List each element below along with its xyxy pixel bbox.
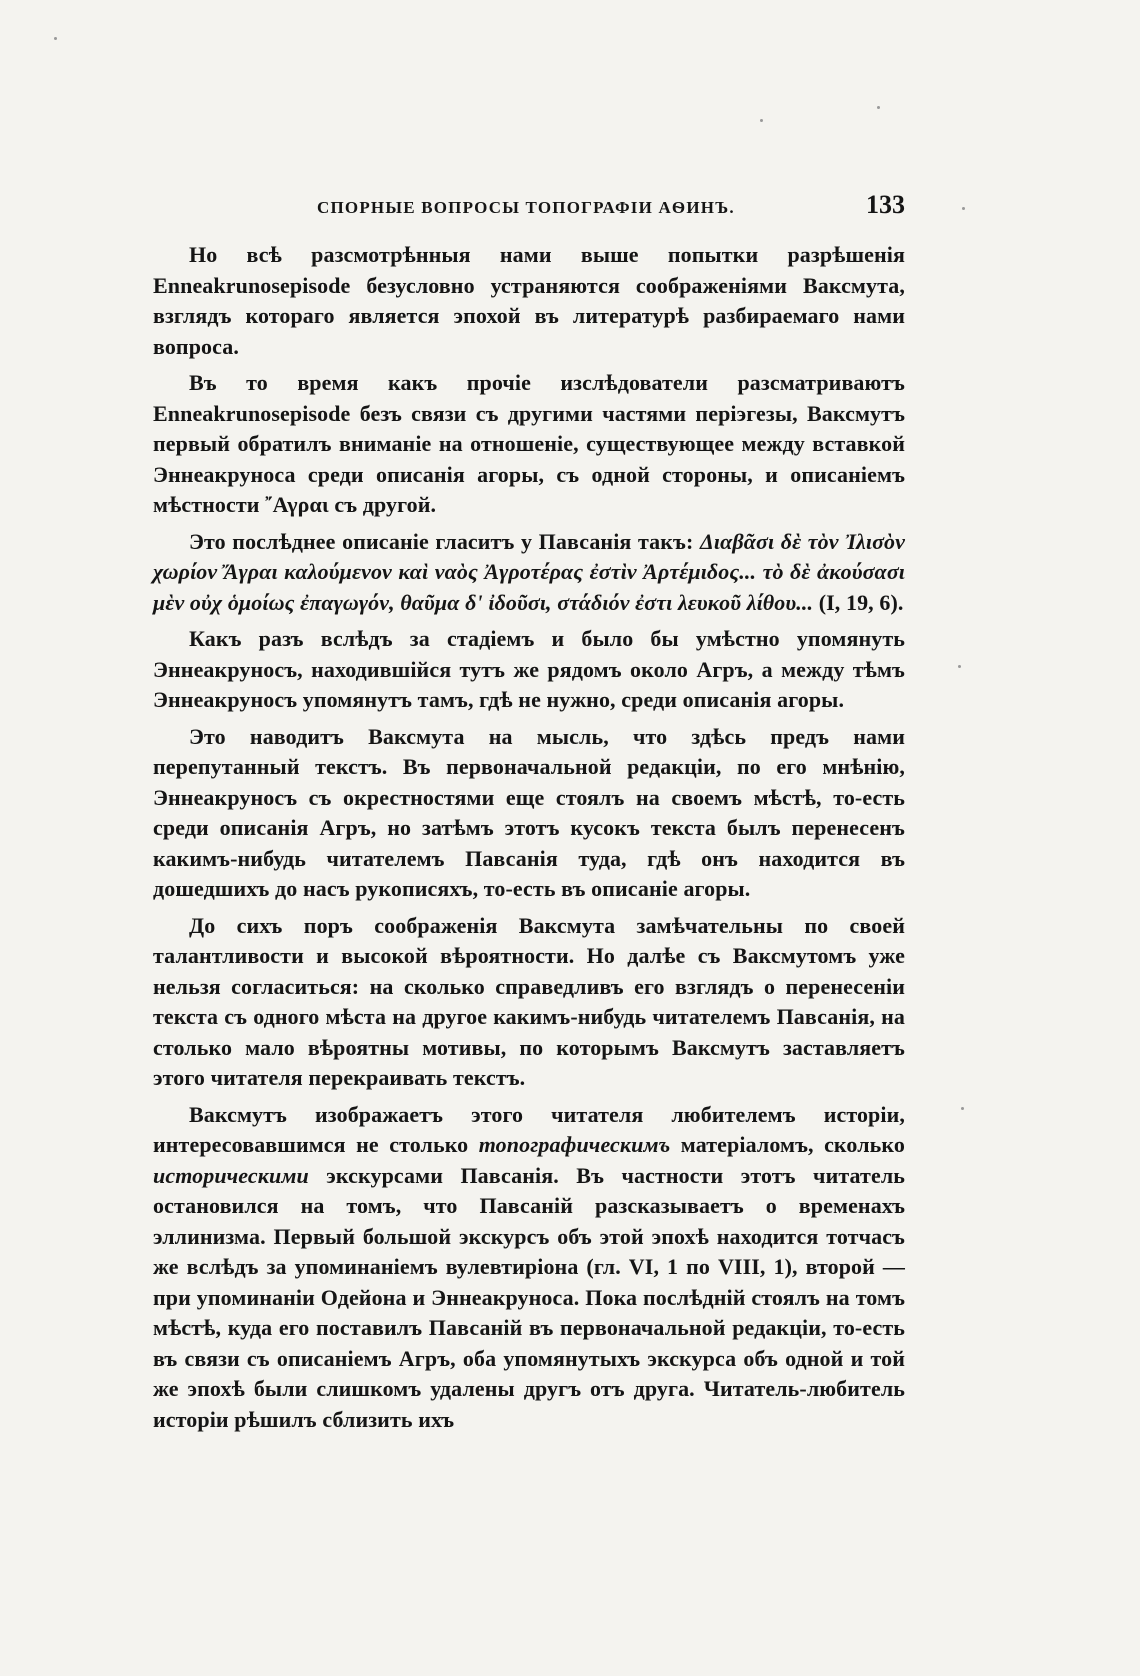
running-title: СПОРНЫЕ ВОПРОСЫ ТОПОГРАФІИ АѲИНЪ.	[317, 198, 735, 217]
paragraph	[153, 1100, 905, 1436]
body-text	[153, 240, 905, 1435]
paragraph	[153, 240, 905, 362]
text-run: экскурсами Павсанія. Въ частности этотъ читатель остановился на томъ, что Павсаній разсказываетъ о временахъ эллинизма. Первый большой экскурсъ объ этой эпохѣ находится тотчасъ же вслѣдъ за упоминаніемъ вулевтиріона (гл. VI, 1 по VIII, 1), второй — при упоминаніи Одейона и Эннеакруноса. Пока послѣдній стоялъ на томъ мѣстѣ, куда его поставилъ Павсаній въ первоначальной редакціи, то-есть въ связи съ описаніемъ Агръ, оба упомянутыхъ экскурса объ одной и той же эпохѣ были слишкомъ удалены другъ отъ друга. Читатель-любитель исторіи рѣшилъ сблизить ихъ	[153, 1162, 905, 1432]
text-run: Въ то время какъ прочіе изслѣдователи разсматриваютъ Enneakrunosepisode безъ связи съ другими частями періэгезы, Ваксмутъ первый обратилъ вниманіе на отношеніе, существующее между вставкой Эннеакруноса среди описанія агоры, съ одной стороны, и описаніемъ мѣстности ῎Αγραι съ другой.	[153, 370, 905, 517]
text-run: Ваксмутъ изображаетъ этого читателя любителемъ исторіи, интересовавшимся не столько	[153, 1101, 905, 1157]
emphasized-text: историческими	[153, 1162, 309, 1188]
text-run: Это послѣднее описаніе гласитъ у Павсанія такъ:	[189, 528, 700, 554]
text-run: Какъ разъ вслѣдъ за стадіемъ и было бы умѣстно упомянуть Эннеакруносъ, находившійся тутъ же рядомъ около Агръ, а между тѣмъ Эннеакруносъ упомянутъ тамъ, гдѣ не нужно, среди описанія агоры.	[153, 626, 905, 712]
scan-speck	[877, 106, 880, 109]
scan-speck	[54, 37, 57, 40]
page-number: 133	[866, 190, 905, 219]
paragraph	[153, 624, 905, 716]
paragraph	[153, 527, 905, 619]
book-page	[153, 190, 905, 1441]
scan-speck	[961, 1107, 964, 1110]
running-head	[153, 190, 905, 230]
paragraph	[153, 368, 905, 521]
text-run: До сихъ поръ соображенія Ваксмута замѣчательны по своей талантливости и высокой вѣроятности. Но далѣе съ Ваксмутомъ уже нельзя согласиться: на сколько справедливъ его взглядъ о перенесеніи текста съ одного мѣста на другое какимъ-нибудь читателемъ Павсанія, на столько мало вѣроятны мотивы, по которымъ Ваксмутъ заставляетъ этого читателя перекраивать текстъ.	[153, 912, 905, 1090]
text-run: Но всѣ разсмотрѣнныя нами выше попытки разрѣшенія Enneakrunosepisode безусловно устраняются соображеніями Ваксмута, взглядъ котораго является эпохой въ литературѣ разбираемаго нами вопроса.	[153, 242, 905, 359]
greek-quotation: Διαβᾶσι δὲ τὸν Ἰλισὸν χωρίον Ἄγραι καλούμενον καὶ ναὸς Ἀγροτέρας ἐστὶν Ἀρτέμιδος... τὸ δὲ ἀκούσασι μὲν οὐχ ὁμοίως ἐπαγωγόν, θαῦμα δ' ἰδοῦσι, στάδιόν ἐστι λευκοῦ λίθου...	[153, 528, 905, 615]
paragraph	[153, 911, 905, 1094]
scan-speck	[760, 119, 763, 122]
text-run: Это наводитъ Ваксмута на мысль, что здѣсь предъ нами перепутанный текстъ. Въ первоначальной редакціи, по его мнѣнію, Эннеакруносъ съ окрестностями еще стоялъ на своемъ мѣстѣ, то-есть среди описанія Агръ, но затѣмъ этотъ кусокъ текста былъ перенесенъ какимъ-нибудь читателемъ Павсанія туда, гдѣ онъ находится въ дошедшихъ до насъ рукописяхъ, то-есть въ описаніе агоры.	[153, 723, 905, 901]
scan-speck	[958, 665, 961, 668]
text-run: (I, 19, 6).	[813, 589, 904, 615]
emphasized-text: топографическимъ	[478, 1132, 671, 1157]
scan-speck	[962, 207, 965, 210]
paragraph	[153, 722, 905, 905]
text-run: матеріаломъ, сколько	[670, 1132, 905, 1157]
